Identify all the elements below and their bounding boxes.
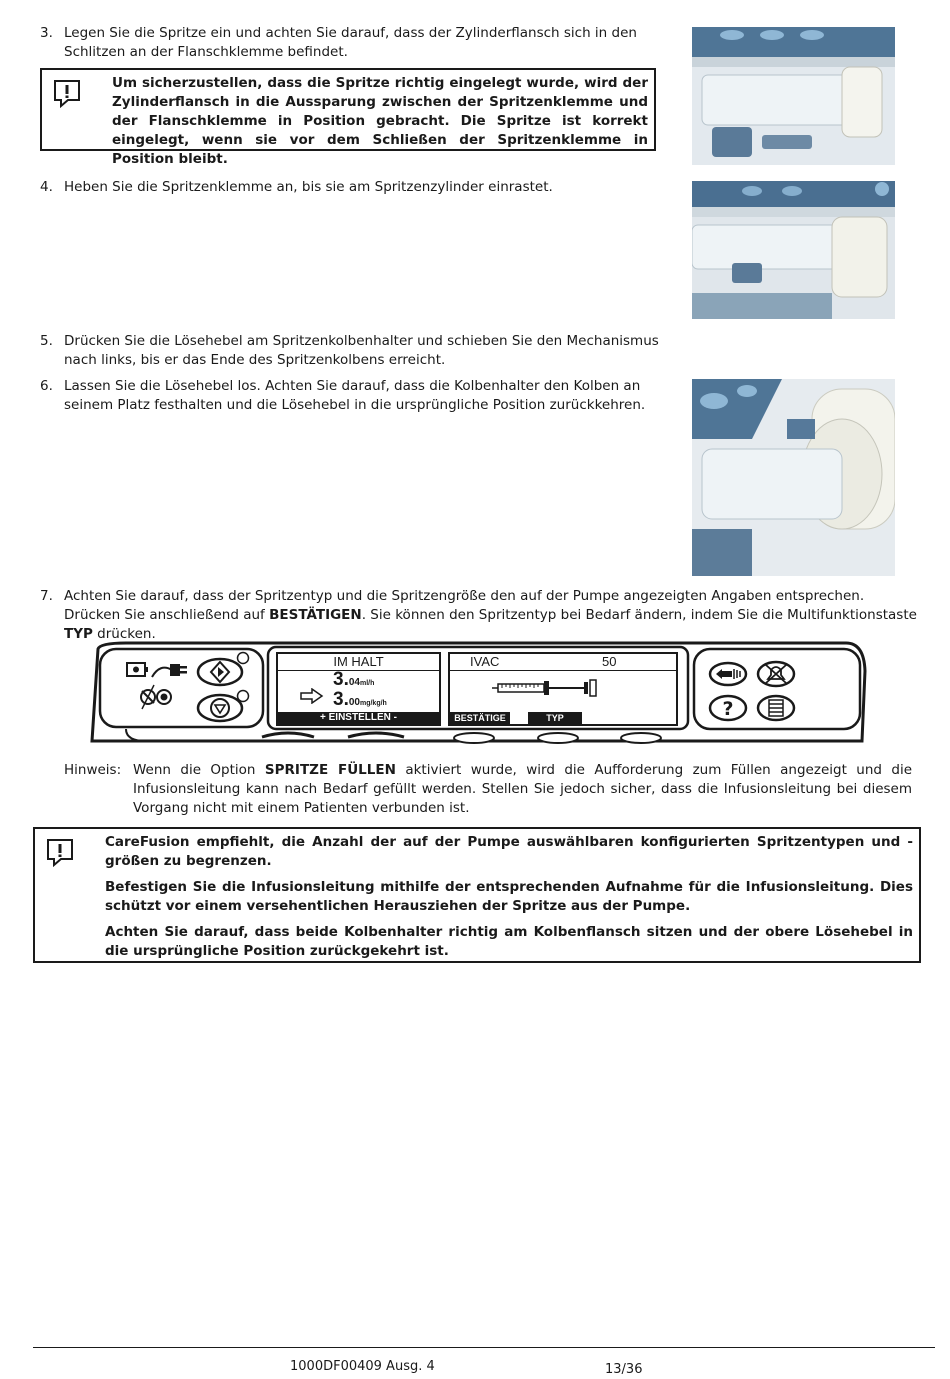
softkey-confirm[interactable] [454, 731, 494, 745]
softkey-type[interactable] [538, 731, 578, 745]
caution-paragraph: Achten Sie darauf, dass beide Kolbenhalter richtig am Kolbenflansch sitzen und der obere Lösehebel in die ursprüngliche Position zurückgekehrt ist. [105, 924, 913, 959]
on-off-icon [134, 681, 180, 711]
confirm-softkey-label: BESTÄTIGE [450, 712, 510, 724]
alarm-mute-button[interactable] [756, 659, 796, 689]
step-number: 5. [40, 333, 53, 349]
type-keyword: TYP [64, 626, 93, 642]
stop-indicator-led [236, 689, 250, 703]
type-softkey-label: TYP [528, 712, 582, 724]
step-text: Heben Sie die Spritzenklemme an, bis sie am Spritzenzylinder einrastet. [64, 179, 553, 195]
help-button[interactable] [708, 693, 748, 723]
step-number: 6. [40, 378, 53, 394]
caution-paragraph: CareFusion empfiehlt, die Anzahl der auf der Pumpe auswählbaren konfigurierten Spritzentypen und -größen zu begrenzen. [105, 834, 913, 869]
fill-syringe-option: SPRITZE FÜLLEN [264, 762, 396, 778]
run-indicator-led [236, 651, 250, 665]
step-text: Achten Sie darauf, dass der Spritzentyp und die Spritzengröße den auf der Pumpe angezeigten Angaben entsprechen. Drücken Sie anschließend auf BESTÄTIGEN. Sie können den Spritzentyp bei Bedarf ändern, indem Sie die Multifunktionstaste TYP drücken. [64, 588, 917, 642]
syringe-purge-button[interactable] [708, 661, 748, 687]
caution-icon [52, 78, 82, 108]
syringe-icon [490, 678, 600, 698]
step-number: 4. [40, 179, 53, 195]
lcd-left [276, 652, 441, 726]
syringe-photo-1 [692, 27, 895, 165]
lcd-right [448, 652, 678, 726]
pump-status: IM HALT [278, 654, 439, 671]
menu-button[interactable] [756, 693, 796, 723]
adjust-softkey-label: + EINSTELLEN - [278, 712, 439, 724]
hint-label: Hinweis: [64, 762, 122, 778]
rate-readout: 3.04ml/h [333, 669, 375, 690]
dose-readout: 3.00mg/kg/h [333, 689, 387, 710]
caution-paragraph: Befestigen Sie die Infusionsleitung mithilfe der entsprechenden Aufnahme für die Infusionsleitung. Dies schützt vor einem versehentlichen Herausziehen der Spritze aus der Pumpe. [105, 879, 913, 914]
pump-front-panel [86, 641, 868, 747]
softkey-blank[interactable] [621, 731, 661, 745]
svg-text:?: ? [722, 698, 734, 720]
step-text: Drücken Sie die Lösehebel am Spritzenkolbenhalter und schieben Sie den Mechanismus nach links, bis er das Ende des Spritzenkolbens erreicht. [64, 333, 659, 368]
caution-note [40, 68, 656, 167]
caution-note-2 [33, 827, 921, 963]
confirm-keyword: BESTÄTIGEN [269, 607, 362, 623]
footer-rule [33, 1347, 935, 1348]
step-text: Lassen Sie die Lösehebel los. Achten Sie darauf, dass die Kolbenhalter den Kolben an seinem Platz festhalten und die Lösehebel in die ursprüngliche Position zurückkehren. [64, 378, 646, 413]
syringe-brand: IVAC [470, 654, 500, 669]
hint-text: Wenn die Option SPRITZE FÜLLEN aktiviert wurde, wird die Aufforderung zum Füllen angezeigt und die Infusionsleitung kann nach Bedarf gefüllt werden. Stellen Sie jedoch sicher, dass die Infusionsleitung bei diesem Vorgang nicht mit einem Patienten verbunden ist. [133, 762, 912, 816]
caution-text: Um sicherzustellen, dass die Spritze richtig eingelegt wurde, wird der Zylinderflansch in die Aussparung zwischen der Spritzenklemme und der Flanschklemme in Position gebracht. Die Spritze ist korrekt eingelegt, wenn sie vor dem Schließen der Spritzenklemme in Position bleibt. [112, 75, 648, 167]
syringe-photo-2 [692, 181, 895, 319]
softkey-up[interactable] [262, 729, 314, 743]
step-text: Legen Sie die Spritze ein und achten Sie darauf, dass der Zylinderflansch sich in den Schlitzen an der Flanschklemme befindet. [64, 25, 637, 60]
arrow-right-icon [300, 688, 324, 704]
document-number: 1000DF00409 Ausg. 4 [290, 1359, 435, 1374]
step-number: 7. [40, 588, 53, 604]
softkey-down[interactable] [348, 729, 404, 743]
step-number: 3. [40, 25, 53, 41]
caution-icon [45, 837, 75, 867]
syringe-size: 50 [602, 654, 617, 669]
syringe-photo-3 [692, 379, 895, 576]
mains-plug-icon [150, 659, 190, 681]
page-number: 13/36 [605, 1362, 643, 1377]
